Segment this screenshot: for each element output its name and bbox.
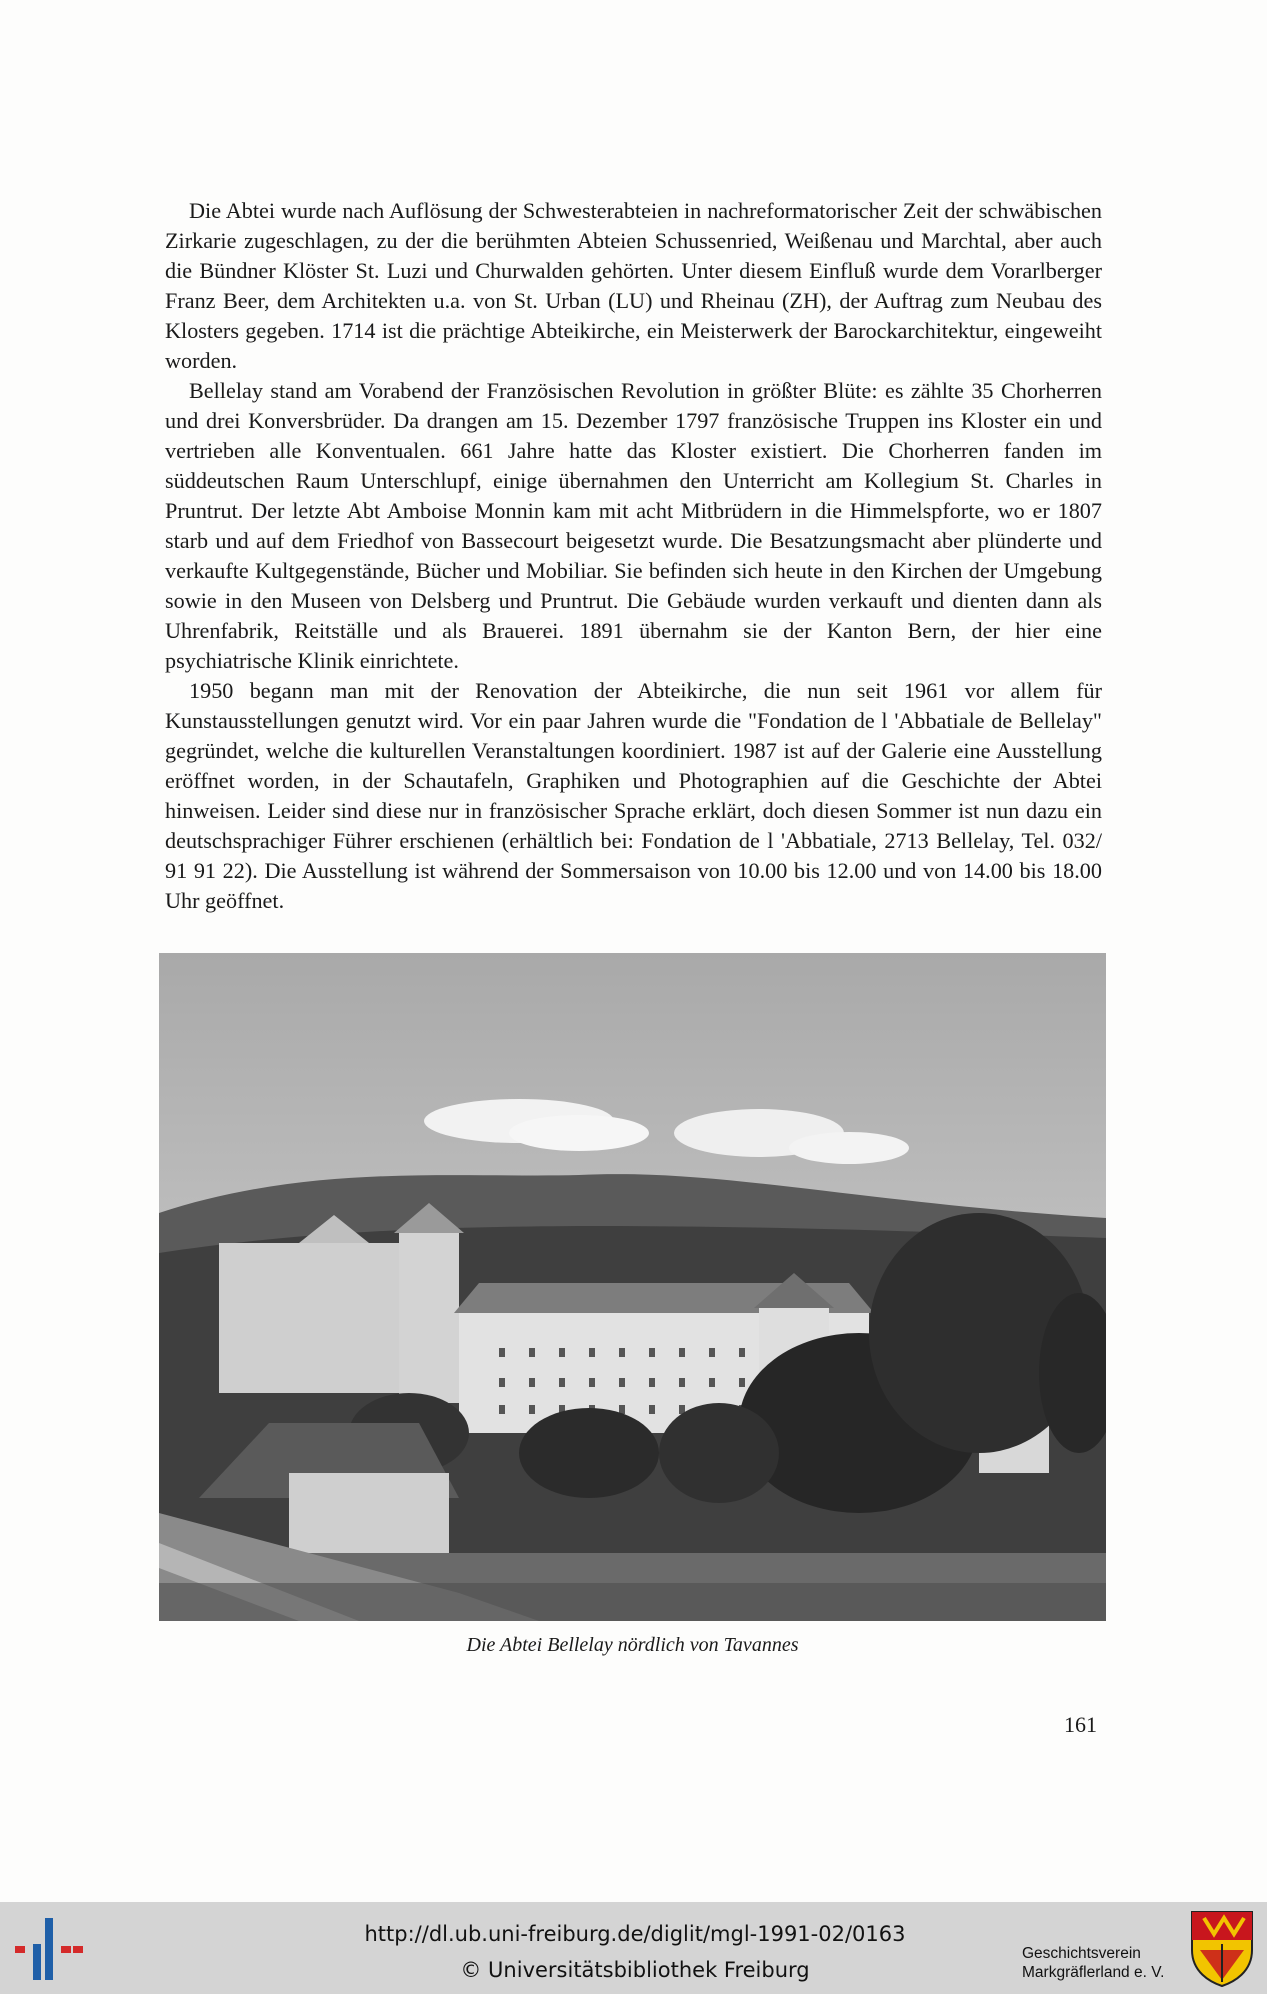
paragraph-2: Bellelay stand am Vorabend der Französischen Revolution in größter Blüte: es zählte 35 Chorherren und drei Konversbrüder. Da drangen am 15. Dezember 1797 französische Truppen ins Kloster ein und vertrieben alle Konventualen. 661 Jahre hatte das Kloster existiert. Die Chorherren fanden im süddeutschen Raum Unterschlupf, einige übernahmen den Unterricht am Kollegium St. Charles in Pruntrut. Der letzte Abt Amboise Monnin kam mit acht Mitbrüdern in die Himmelspforte, wo er 1807 starb und auf dem Friedhof von Bassecourt beigesetzt wurde. Die Besatzungsmacht aber plünderte und verkaufte Kultgegenstände, Bücher und Mobiliar. Sie befinden sich heute in den Kirchen der Umgebung sowie in den Museen von Delsberg und Pruntrut. Die Gebäude wurden verkauft und dienten dann als Uhrenfabrik, Reitställe und als Brauerei. 1891 übernahm sie der Kanton Bern, der hier eine psychiatrische Klinik einrichtete. xyxy=(165,378,1102,673)
society-line-1: Geschichtsverein xyxy=(1022,1945,1141,1962)
footer-url[interactable]: http://dl.ub.uni-freiburg.de/diglit/mgl-1991-02/0163 xyxy=(364,1922,906,1946)
library-logo-icon xyxy=(15,1916,83,1982)
footer-bar xyxy=(0,1902,1267,1994)
society-name xyxy=(1022,1944,1182,1982)
paragraph-3: 1950 begann man mit der Renovation der Abteikirche, die nun seit 1961 vor allem für Kunstausstellungen genutzt wird. Vor ein paar Jahren wurde die "Fondation de l 'Abbatiale de Bellelay" gegründet, welche die kulturellen Veranstaltungen koordiniert. 1987 ist auf der Galerie eine Ausstellung eröffnet worden, in der Schautafeln, Graphiken und Photographien auf die Geschichte der Abtei hinweisen. Leider sind diese nur in französischer Sprache erklärt, doch diesen Sommer ist nun dazu ein deutschsprachiger Führer erschienen (erhältlich bei: Fondation de l 'Abbatiale, 2713 Bellelay, Tel. 032/ 91 91 22). Die Ausstellung ist während der Sommersaison von 10.00 bis 12.00 und von 14.00 bis 18.00 Uhr geöffnet. xyxy=(165,678,1102,913)
paragraph-1: Die Abtei wurde nach Auflösung der Schwesterabteien in nachreformatorischer Zeit der schwäbischen Zirkarie zugeschlagen, zu der die berühmten Abteien Schussenried, Weißenau und Marchtal, aber auch die Bündner Klöster St. Luzi und Churwalden gehörten. Unter diesem Einfluß wurde dem Vorarlberger Franz Beer, dem Architekten u.a. von St. Urban (LU) und Rheinau (ZH), der Auftrag zum Neubau des Klosters gegeben. 1714 ist die prächtige Abteikirche, ein Meisterwerk der Barockarchitektur, eingeweiht worden. xyxy=(165,198,1102,373)
abbey-photo-illustration xyxy=(159,953,1106,1621)
page-number: 161 xyxy=(1064,1712,1097,1737)
society-line-2: Markgräflerland e. V. xyxy=(1022,1964,1165,1981)
photo-caption: Die Abtei Bellelay nördlich von Tavannes xyxy=(466,1634,799,1656)
body-text xyxy=(165,196,1102,916)
abbey-photograph xyxy=(159,953,1106,1621)
society-crest-icon xyxy=(1190,1910,1254,1988)
footer-copyright: © Universitätsbibliothek Freiburg xyxy=(460,1958,810,1982)
